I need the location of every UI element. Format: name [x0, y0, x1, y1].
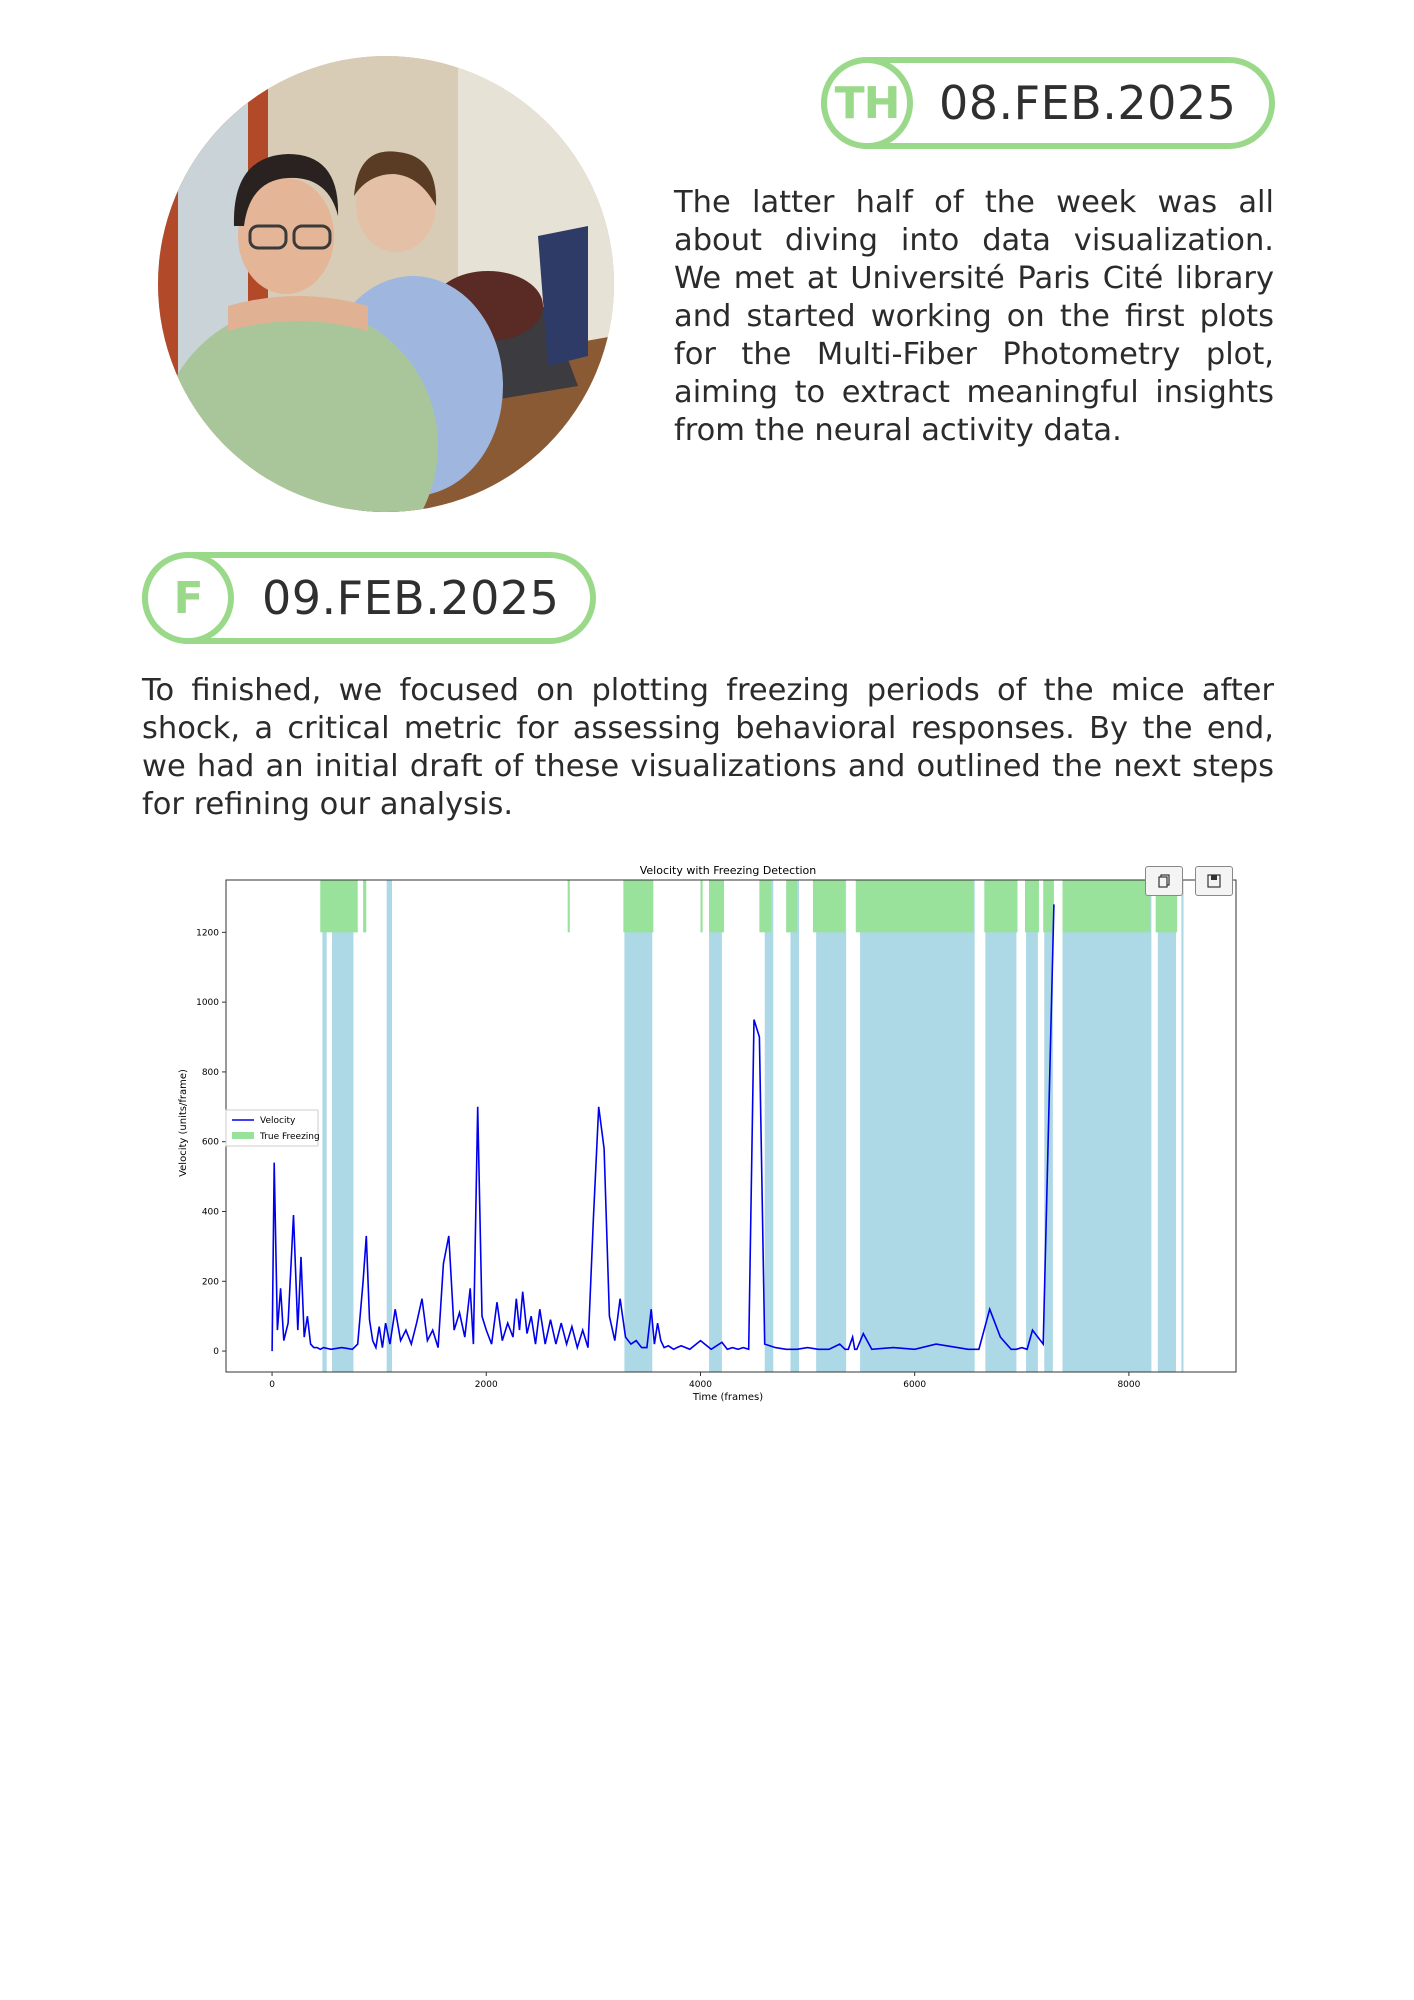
- predicted-freezing-band: [387, 880, 392, 1372]
- date-pill-thursday: [821, 57, 1275, 149]
- save-button[interactable]: [1195, 866, 1233, 896]
- date-pill-friday: [142, 552, 596, 644]
- true-freezing-band: [856, 880, 974, 932]
- predicted-freezing-band: [709, 880, 722, 1372]
- true-freezing-band: [700, 880, 702, 932]
- entry-date: 08.FEB.2025: [939, 76, 1237, 130]
- x-tick-label: 0: [269, 1380, 275, 1390]
- true-freezing-band: [984, 880, 1017, 932]
- predicted-freezing-band: [790, 880, 799, 1372]
- save-icon: [1206, 873, 1222, 889]
- predicted-freezing-band: [1062, 880, 1151, 1372]
- legend-true-freezing-label: True Freezing: [260, 1132, 320, 1142]
- y-tick-label: 400: [201, 1207, 219, 1218]
- y-axis-ticks: [196, 928, 226, 1357]
- x-axis-ticks: [269, 1372, 1140, 1390]
- chart-legend: [226, 1110, 320, 1146]
- x-tick-label: 2000: [474, 1380, 498, 1390]
- day-badge: TH: [821, 57, 913, 149]
- y-tick-label: 0: [213, 1347, 219, 1358]
- predicted-freezing-band: [1158, 880, 1176, 1372]
- entry-text: To finished, we focused on plotting freezing periods of the mice after shock, a critical metric for assessing behavioral responses. By the end, we had an initial draft of these visualizations and outlined the next steps for refining our analysis.: [142, 673, 1274, 822]
- y-tick-label: 800: [201, 1067, 219, 1078]
- x-tick-label: 6000: [903, 1380, 927, 1390]
- true-freezing-band: [1062, 880, 1150, 932]
- true-freezing-band: [786, 880, 797, 932]
- x-tick-label: 8000: [1117, 1380, 1141, 1390]
- copy-button[interactable]: [1145, 866, 1183, 896]
- predicted-freezing-band: [624, 880, 652, 1372]
- velocity-freezing-chart: [170, 858, 1250, 1408]
- team-photo: [158, 56, 614, 512]
- chart-title: Velocity with Freezing Detection: [639, 864, 817, 877]
- true-freezing-band: [623, 880, 653, 932]
- y-tick-label: 200: [201, 1277, 219, 1288]
- true-freezing-band: [813, 880, 845, 932]
- predicted-freezing-band: [332, 880, 353, 1372]
- true-freezing-band: [568, 880, 570, 932]
- team-photo-illustration: [158, 56, 614, 512]
- x-axis-label: Time (frames): [692, 1392, 764, 1403]
- predicted-freezing-band: [765, 880, 774, 1372]
- x-tick-label: 4000: [689, 1380, 712, 1390]
- predicted-freezing-band: [322, 880, 326, 1372]
- predicted-freezing-band: [1026, 880, 1038, 1372]
- y-axis-label: Velocity (units/frame): [178, 1069, 189, 1177]
- predicted-freezing-band: [816, 880, 846, 1372]
- true-freezing-band: [759, 880, 771, 932]
- predicted-freezing-band: [1181, 880, 1183, 1372]
- y-tick-label: 600: [201, 1137, 219, 1148]
- true-freezing-band: [1043, 880, 1054, 932]
- entry-text: The latter half of the week was all about diving into data visualization. We met at Université Paris Cité library and started working on the first plots for the Multi-Fiber Photometry plot, aiming to extract meaningful insights from the neural activity data.: [674, 185, 1274, 448]
- predicted-freezing-band: [860, 880, 975, 1372]
- true-freezing-band: [709, 880, 724, 932]
- y-tick-label: 1200: [196, 928, 219, 939]
- day-badge: F: [142, 552, 234, 644]
- true-freezing-bands: [320, 880, 1177, 932]
- legend-true-freezing-swatch: [232, 1132, 254, 1139]
- y-tick-label: 1000: [196, 998, 219, 1009]
- true-freezing-band: [320, 880, 357, 932]
- true-freezing-band: [1025, 880, 1039, 932]
- entry-date: 09.FEB.2025: [262, 571, 560, 625]
- true-freezing-band: [363, 880, 366, 932]
- copy-icon: [1156, 873, 1172, 889]
- predicted-freezing-band: [985, 880, 1016, 1372]
- legend-velocity-label: Velocity: [260, 1116, 296, 1126]
